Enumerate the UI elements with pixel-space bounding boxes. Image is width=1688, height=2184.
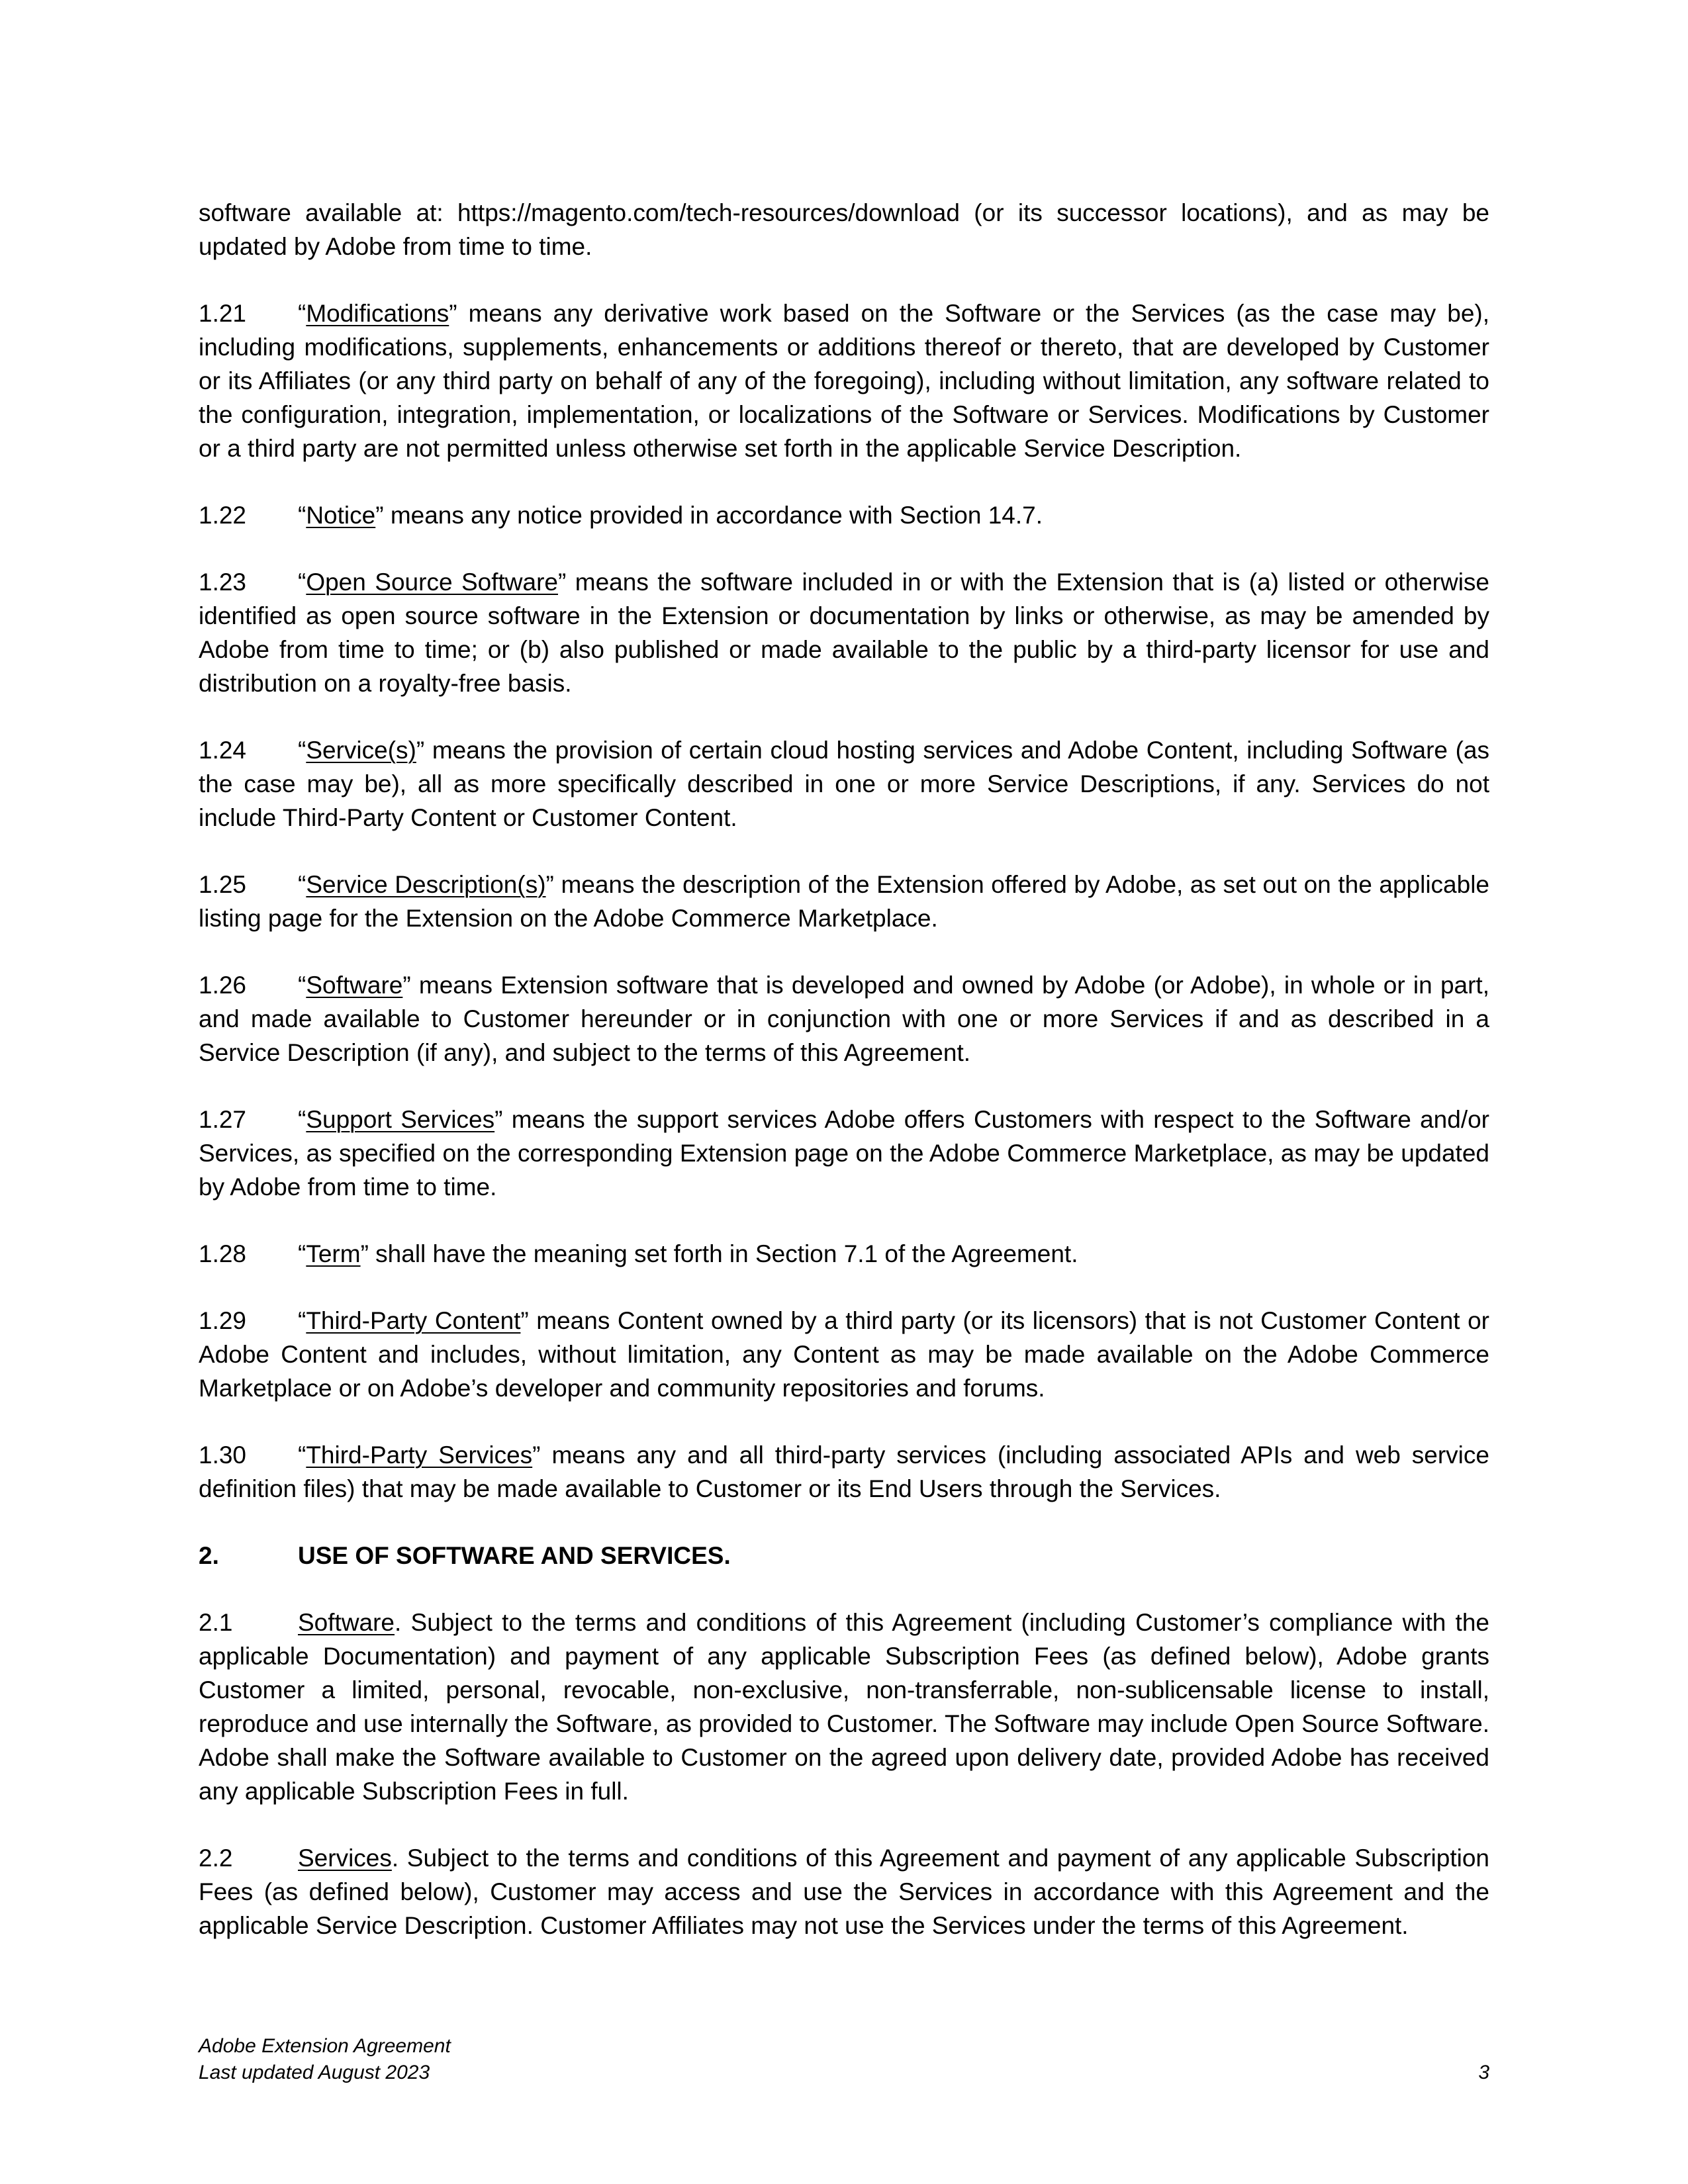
definition-1-21 — [199, 296, 1489, 465]
definition-1-28 — [199, 1237, 1489, 1271]
definition-text: ” means Extension software that is developed and owned by Adobe (or Adobe), in whole or in part, and made available to Customer hereunder or in conjunction with one or more Services if and as described in a Service Description (if any), and subject to the terms of this Agreement. — [199, 972, 1489, 1066]
open-quote: “ — [298, 1441, 306, 1469]
clause-number: 1.25 — [199, 871, 247, 898]
definition-1-29 — [199, 1304, 1489, 1405]
definition-text: ” means any notice provided in accordance with Section 14.7. — [375, 502, 1043, 529]
clause-number: 1.22 — [199, 502, 247, 529]
footer-updated: Last updated August 2023 — [199, 2062, 430, 2083]
clause-number: 2.2 — [199, 1844, 233, 1872]
open-quote: “ — [298, 300, 306, 327]
clause-number: 2.1 — [199, 1609, 233, 1636]
defined-term: Notice — [306, 502, 376, 529]
definition-text: ” shall have the meaning set forth in Section 7.1 of the Agreement. — [360, 1240, 1078, 1267]
defined-term: Third-Party Content — [306, 1307, 521, 1334]
clause-term: Software — [298, 1609, 395, 1636]
definition-1-22 — [199, 498, 1489, 532]
open-quote: “ — [298, 502, 306, 529]
definition-text: ” means the software included in or with the Extension that is (a) listed or otherwise identified as open source software in the Extension or documentation by links or otherwise, as may be amended by Adobe from time to time; or (b) also published or made available to the public by a third-party licensor for use and distribution on a royalty-free basis. — [199, 569, 1489, 697]
clause-number: 1.24 — [199, 737, 247, 764]
clause-term: Services — [298, 1844, 392, 1872]
clause-number: 1.29 — [199, 1307, 247, 1334]
clause-text: . Subject to the terms and conditions of this Agreement (including Customer’s compliance with the applicable Documentation) and payment of any applicable Subscription Fees (as defined below), Adobe grants Customer a limited, personal, revocable, non-exclusive, non-transferrable, non-sublicensable license to install, reproduce and use internally the Software, as provided to Customer. The Software may include Open Source Software. Adobe shall make the Software available to Customer on the agreed upon delivery date, provided Adobe has received any applicable Subscription Fees in full. — [199, 1609, 1489, 1805]
definition-text: ” means the support services Adobe offers Customers with respect to the Software and/or Services, as specified on the corresponding Extension page on the Adobe Commerce Marketplace, as may be updated by Adobe from time to time. — [199, 1106, 1489, 1201]
clause-number: 1.30 — [199, 1441, 247, 1469]
clause-number: 1.21 — [199, 300, 247, 327]
clause-text: . Subject to the terms and conditions of this Agreement and payment of any applicable Subscription Fees (as defined below), Customer may access and use the Services in accordance with this Agreement and the applicable Service Description. Customer Affiliates may not use the Services under the terms of this Agreement. — [199, 1844, 1489, 1939]
clause-2-2 — [199, 1841, 1489, 1942]
clause-number: 1.27 — [199, 1106, 247, 1133]
open-quote: “ — [298, 737, 306, 764]
clause-2-1 — [199, 1606, 1489, 1808]
section-title: USE OF SOFTWARE AND SERVICES. — [298, 1542, 731, 1569]
definition-text: ” means Content owned by a third party (or its licensors) that is not Customer Content or Adobe Content and includes, without limitation, any Content as may be made available on the Adobe Commerce Marketplace or on Adobe’s developer and community repositories and forums. — [199, 1307, 1489, 1402]
defined-term: Service(s) — [306, 737, 416, 764]
section-2-heading — [199, 1539, 1489, 1572]
open-quote: “ — [298, 569, 306, 596]
section-number: 2. — [199, 1542, 219, 1569]
clause-number: 1.23 — [199, 569, 247, 596]
clause-number: 1.26 — [199, 972, 247, 999]
open-quote: “ — [298, 972, 306, 999]
definition-1-27 — [199, 1103, 1489, 1204]
page-number: 3 — [1478, 2062, 1489, 2083]
definition-text: ” means the description of the Extension offered by Adobe, as set out on the applicable listing page for the Extension on the Adobe Commerce Marketplace. — [199, 871, 1489, 932]
defined-term: Third-Party Services — [306, 1441, 533, 1469]
defined-term: Service Description(s) — [306, 871, 546, 898]
open-quote: “ — [298, 1240, 306, 1267]
clause-number: 1.28 — [199, 1240, 247, 1267]
open-quote: “ — [298, 1106, 306, 1133]
definition-text: ” means the provision of certain cloud hosting services and Adobe Content, including Software (as the case may be), all as more specifically described in one or more Service Descriptions, if any. Services do not include Third-Party Content or Customer Content. — [199, 737, 1489, 831]
defined-term: Support Services — [306, 1106, 495, 1133]
definition-text: ” means any and all third-party services (including associated APIs and web service definition files) that may be made available to Customer or its End Users through the Services. — [199, 1441, 1489, 1502]
definition-1-23 — [199, 565, 1489, 700]
intro-paragraph: software available at: https://magento.com/tech-resources/download (or its successor locations), and as may be updated by Adobe from time to time. — [199, 199, 1489, 260]
definition-text: ” means any derivative work based on the Software or the Services (as the case may be), including modifications, supplements, enhancements or additions thereof or thereto, that are developed by Customer or its Affiliates (or any third party on behalf of any of the foregoing), including without limitation, any software related to the configuration, integration, implementation, or localizations of the Software or Services. Modifications by Customer or a third party are not permitted unless otherwise set forth in the applicable Service Description. — [199, 300, 1489, 462]
definition-1-30 — [199, 1438, 1489, 1506]
definition-1-26 — [199, 968, 1489, 1069]
footer-title: Adobe Extension Agreement — [199, 2035, 451, 2057]
open-quote: “ — [298, 871, 306, 898]
definition-1-25 — [199, 868, 1489, 935]
definition-1-24 — [199, 733, 1489, 835]
defined-term: Modifications — [306, 300, 449, 327]
page-footer — [199, 2033, 1489, 2086]
defined-term: Software — [306, 972, 403, 999]
document-body — [199, 196, 1489, 1976]
defined-term: Open Source Software — [306, 569, 558, 596]
defined-term: Term — [306, 1240, 361, 1267]
open-quote: “ — [298, 1307, 306, 1334]
